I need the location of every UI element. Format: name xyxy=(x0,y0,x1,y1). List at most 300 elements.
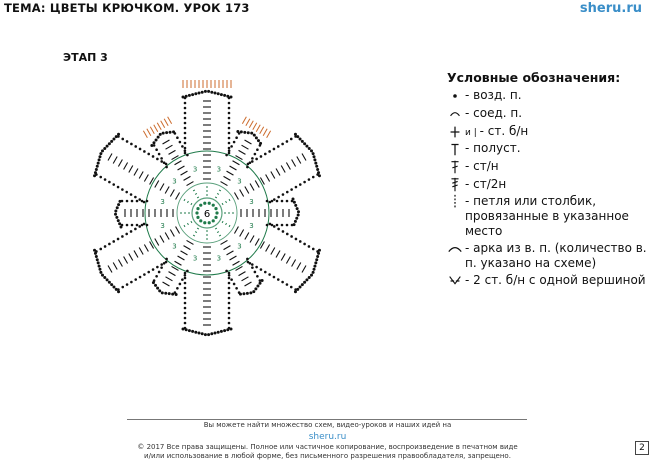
petal-side-dot xyxy=(184,287,187,290)
petal-chain-dot xyxy=(159,133,162,136)
stitch-mark xyxy=(286,163,290,170)
petal-side-dot xyxy=(121,235,124,238)
petal-side-dot xyxy=(276,224,279,227)
center-chain-dot xyxy=(203,202,206,205)
petal-side-dot xyxy=(254,153,257,156)
accent-stitch xyxy=(164,119,168,126)
stitch-mark xyxy=(163,282,170,286)
petal-side-dot xyxy=(228,117,231,120)
stitch-mark xyxy=(224,246,231,250)
petal-side-dot xyxy=(125,233,128,236)
petal-side-dot xyxy=(228,297,231,300)
petal-side-dot xyxy=(112,183,115,186)
petal-side-dot xyxy=(277,196,280,199)
petal-side-dot xyxy=(131,200,134,203)
petal-side-dot xyxy=(184,132,187,135)
stitch-mark xyxy=(297,263,301,270)
petal-chain-dot xyxy=(106,145,109,148)
stitch-mark xyxy=(221,182,228,186)
center-chain-dot xyxy=(196,207,199,210)
inner-stitch xyxy=(195,193,197,194)
legend-item xyxy=(447,124,647,139)
petal-side-dot xyxy=(228,152,231,155)
stitch-mark xyxy=(108,266,112,273)
stitch-mark xyxy=(227,251,234,255)
inner-stitch xyxy=(187,223,188,225)
petal-chain-dot xyxy=(313,155,316,158)
petal-side-dot xyxy=(286,233,289,236)
stitch-mark xyxy=(169,272,176,276)
inner-stitch xyxy=(219,235,221,236)
stitch-mark xyxy=(245,282,252,286)
petal-chain-dot xyxy=(299,286,302,289)
stitch-mark xyxy=(233,161,240,165)
petal-side-dot xyxy=(121,138,124,141)
petal-side-dot xyxy=(260,155,263,158)
petal-side-dot xyxy=(117,186,120,189)
petal-side-dot xyxy=(260,268,263,271)
petal-chain-dot xyxy=(112,286,115,289)
petal-chain-dot xyxy=(204,333,207,336)
lesson-title: ТЕМА: ЦВЕТЫ КРЮЧКОМ. УРОК 173 xyxy=(4,1,250,15)
petal-side-dot xyxy=(136,200,139,203)
petal-chain-dot xyxy=(242,292,245,295)
stitch-mark xyxy=(281,166,285,173)
petal-chain-dot xyxy=(207,90,210,93)
petal-chain-dot xyxy=(101,149,104,152)
petal-chain-dot xyxy=(114,210,117,213)
petal-side-dot xyxy=(294,288,297,291)
inner-stitch xyxy=(226,223,227,225)
half-double-crochet-icon xyxy=(447,141,463,157)
petal-chain-dot xyxy=(169,131,172,134)
petal-chain-dot xyxy=(154,284,157,287)
petal-side-dot xyxy=(184,112,187,115)
stitch-mark xyxy=(230,166,237,170)
petal-chain-dot xyxy=(188,329,191,332)
petal-side-dot xyxy=(228,122,231,125)
center-chain-dot xyxy=(212,219,215,222)
petal-side-dot xyxy=(268,273,271,276)
stitch-mark xyxy=(250,184,254,191)
petal-side-dot xyxy=(228,307,231,310)
petal-chain-dot xyxy=(103,276,106,279)
stitch-mark xyxy=(242,145,249,149)
stitch-mark xyxy=(281,254,285,261)
petal-side-dot xyxy=(316,250,319,253)
petal-chain-dot xyxy=(95,255,98,258)
petal-side-dot xyxy=(303,243,306,246)
stitch-mark xyxy=(266,175,270,182)
stitch-mark xyxy=(250,236,254,243)
stitch-mark xyxy=(227,171,234,175)
petal-side-dot xyxy=(256,275,259,278)
petal-side-dot xyxy=(130,193,133,196)
inner-stitch xyxy=(197,228,199,229)
petal-chain-dot xyxy=(118,222,121,225)
legend-item xyxy=(447,194,647,238)
petal-side-dot xyxy=(184,97,187,100)
petal-side-dot xyxy=(179,283,182,286)
stitch-mark xyxy=(178,166,185,170)
petal-chain-dot xyxy=(99,152,102,155)
petal-chain-dot xyxy=(249,291,252,294)
stitch-mark xyxy=(134,251,138,258)
petal-side-dot xyxy=(249,262,252,265)
petal-chain-dot xyxy=(101,274,104,277)
stitch-mark xyxy=(163,140,170,144)
legend-item-label: - 2 ст. б/н с одной вершиной xyxy=(465,273,646,288)
stitch-mark xyxy=(286,257,290,264)
petal-chain-dot xyxy=(301,283,304,286)
petal-chain-dot xyxy=(296,207,299,210)
petal-chain-dot xyxy=(201,91,204,94)
petal-side-dot xyxy=(158,271,161,274)
stitch-mark xyxy=(297,157,301,164)
petal-side-dot xyxy=(174,291,177,294)
legend-item xyxy=(447,141,647,156)
accent-stitch xyxy=(150,127,154,134)
petal-chain-dot xyxy=(243,131,246,134)
petal-side-dot xyxy=(184,307,187,310)
inner-stitch xyxy=(217,193,219,194)
petal-chain-dot xyxy=(255,136,258,139)
chain-count-label: 3 xyxy=(249,198,254,207)
legend-title: Условные обозначения: xyxy=(447,70,621,85)
petal-chain-dot xyxy=(110,283,113,286)
petal-side-dot xyxy=(117,135,120,138)
petal-side-dot xyxy=(269,223,272,226)
petal-side-dot xyxy=(228,149,231,152)
inner-stitch xyxy=(184,199,185,201)
petal-side-dot xyxy=(286,140,289,143)
petal-side-dot xyxy=(186,270,189,273)
petal-side-dot xyxy=(264,271,267,274)
petal-side-dot xyxy=(290,286,293,289)
petal-side-dot xyxy=(184,102,187,105)
footer-divider xyxy=(127,419,527,420)
stitch-mark xyxy=(155,181,159,188)
stitch-mark xyxy=(234,193,238,200)
petal-chain-dot xyxy=(314,162,317,165)
petal-chain-dot xyxy=(220,330,223,333)
petal-side-dot xyxy=(228,327,231,330)
inner-stitch xyxy=(222,203,223,205)
petal-side-dot xyxy=(134,145,137,148)
petal-side-dot xyxy=(225,154,228,157)
petal-side-dot xyxy=(126,224,129,227)
petal-side-dot xyxy=(184,277,187,280)
chain-count-label: 3 xyxy=(192,254,198,263)
petal-side-dot xyxy=(104,245,107,248)
stitch-mark xyxy=(302,154,306,161)
stitch-mark xyxy=(176,193,180,200)
inner-stitch xyxy=(229,199,230,201)
legend-item-label: - возд. п. xyxy=(465,88,522,103)
petal-chain-dot xyxy=(313,158,316,161)
stitch-mark xyxy=(302,266,306,273)
chain-count-label: 3 xyxy=(237,177,242,186)
stitch-mark xyxy=(224,176,231,180)
petal-chain-dot xyxy=(114,213,117,216)
petal-side-dot xyxy=(228,272,231,275)
petal-side-dot xyxy=(273,148,276,151)
inner-stitch xyxy=(197,197,199,198)
petal-side-dot xyxy=(147,153,150,156)
petal-side-dot xyxy=(238,132,241,135)
petal-side-dot xyxy=(290,188,293,191)
petal-side-dot xyxy=(160,263,163,266)
petal-side-dot xyxy=(228,282,231,285)
petal-side-dot xyxy=(228,277,231,280)
petal-chain-dot xyxy=(117,203,120,206)
inner-stitch xyxy=(215,197,217,198)
legend-item-prefix: и | xyxy=(465,127,480,138)
accent-stitch xyxy=(154,125,158,132)
petal-side-dot xyxy=(184,147,187,150)
petal-chain-dot xyxy=(217,92,220,95)
center-chain-dot xyxy=(199,219,202,222)
petal-side-dot xyxy=(134,196,137,199)
petal-side-dot xyxy=(139,148,142,151)
accent-stitch xyxy=(249,121,253,128)
petal-side-dot xyxy=(230,145,233,148)
accent-stitch xyxy=(256,125,260,132)
petal-side-dot xyxy=(228,137,231,140)
petal-chain-dot xyxy=(210,332,213,335)
petal-chain-dot xyxy=(310,274,313,277)
legend-item xyxy=(447,106,647,121)
petal-side-dot xyxy=(228,107,231,110)
petal-side-dot xyxy=(281,281,284,284)
petal-side-dot xyxy=(121,188,124,191)
crochet-diagram xyxy=(25,60,385,390)
petal-side-dot xyxy=(184,322,187,325)
petal-side-dot xyxy=(228,97,231,100)
petal-chain-dot xyxy=(108,281,111,284)
petal-chain-dot xyxy=(96,165,99,168)
petal-side-dot xyxy=(228,317,231,320)
petal-side-dot xyxy=(233,283,236,286)
petal-side-dot xyxy=(184,149,187,152)
petal-chain-dot xyxy=(161,291,164,294)
petal-chain-dot xyxy=(201,332,204,335)
petal-side-dot xyxy=(121,286,124,289)
petal-chain-dot xyxy=(99,271,102,274)
petal-chain-dot xyxy=(98,268,101,271)
petal-chain-dot xyxy=(220,93,223,96)
legend-item xyxy=(447,88,647,103)
petal-side-dot xyxy=(147,271,150,274)
petal-chain-dot xyxy=(297,214,300,217)
stitch-mark xyxy=(166,145,173,149)
petal-chain-dot xyxy=(155,138,158,141)
inner-stitch xyxy=(195,232,197,233)
petal-chain-dot xyxy=(157,136,160,139)
stitch-mark xyxy=(108,154,112,161)
petal-chain-dot xyxy=(103,147,106,150)
petal-side-dot xyxy=(146,224,149,227)
petal-chain-dot xyxy=(252,290,255,293)
petal-side-dot xyxy=(233,141,236,144)
chain-count-label: 3 xyxy=(172,242,177,251)
stitch-mark xyxy=(187,182,194,186)
petal-chain-dot xyxy=(316,168,319,171)
legend-item-label: - петля или столбик, провязанные в указанное место xyxy=(465,194,629,238)
petal-chain-dot xyxy=(303,281,306,284)
petal-chain-dot xyxy=(96,258,99,261)
petal-chain-dot xyxy=(303,142,306,145)
petal-side-dot xyxy=(126,283,129,286)
treble-crochet-icon xyxy=(447,177,463,193)
stitch-mark xyxy=(169,150,176,154)
stitch-mark xyxy=(175,261,182,265)
center-chain-dot xyxy=(214,207,217,210)
petal-side-dot xyxy=(134,228,137,231)
petal-chain-dot xyxy=(315,258,318,261)
stitch-mark xyxy=(124,163,128,170)
stitch-mark xyxy=(165,233,169,240)
petal-chain-dot xyxy=(158,289,161,292)
petal-chain-dot xyxy=(312,152,315,155)
petal-side-dot xyxy=(158,153,161,156)
petal-chain-dot xyxy=(214,92,217,95)
petal-chain-dot xyxy=(191,330,194,333)
petal-chain-dot xyxy=(165,131,168,134)
petal-side-dot xyxy=(134,278,137,281)
petal-side-dot xyxy=(155,148,158,151)
petal-side-dot xyxy=(295,186,298,189)
petal-side-dot xyxy=(225,270,228,273)
inner-stitch xyxy=(219,190,221,191)
stitch-mark xyxy=(187,240,194,244)
stitch-mark xyxy=(245,187,249,194)
vertical-dashes-icon xyxy=(447,194,463,210)
petal-side-dot xyxy=(184,292,187,295)
petal-side-dot xyxy=(277,228,280,231)
petal-chain-dot xyxy=(250,132,253,135)
stitch-mark xyxy=(255,239,259,246)
inner-stitch xyxy=(229,225,230,227)
double-crochet-icon xyxy=(447,159,463,175)
petal-chain-dot xyxy=(191,93,194,96)
stitch-mark xyxy=(240,230,244,237)
petal-chain-dot xyxy=(156,287,159,290)
petal-side-dot xyxy=(184,312,187,315)
petal-side-dot xyxy=(121,224,124,227)
petal-chain-dot xyxy=(207,333,210,336)
petal-chain-dot xyxy=(223,329,226,332)
petal-chain-dot xyxy=(308,147,311,150)
petal-side-dot xyxy=(266,224,269,227)
petal-side-dot xyxy=(143,273,146,276)
stitch-mark xyxy=(239,150,246,154)
petal-side-dot xyxy=(184,327,187,330)
legend-list xyxy=(447,88,647,288)
petal-chain-dot xyxy=(152,141,155,144)
petal-side-dot xyxy=(290,235,293,238)
legend-item xyxy=(447,241,647,270)
petal-side-dot xyxy=(277,145,280,148)
petal-chain-dot xyxy=(246,292,249,295)
petal-side-dot xyxy=(184,142,187,145)
petal-chain-dot xyxy=(214,332,217,335)
petal-side-dot xyxy=(186,154,189,157)
petal-side-dot xyxy=(259,279,262,282)
stitch-mark xyxy=(181,171,188,175)
petal-side-dot xyxy=(251,263,254,266)
footer-link[interactable]: sheru.ru xyxy=(308,432,347,442)
petal-chain-dot xyxy=(98,158,101,161)
petal-chain-dot xyxy=(316,255,319,258)
petal-side-dot xyxy=(112,240,115,243)
petal-side-dot xyxy=(273,198,276,201)
petal-chain-dot xyxy=(204,90,207,93)
page-number: 2 xyxy=(635,441,649,455)
petal-side-dot xyxy=(228,147,231,150)
petal-side-dot xyxy=(184,137,187,140)
chain-count-label: 3 xyxy=(216,254,222,263)
petal-chain-dot xyxy=(299,137,302,140)
stitch-mark xyxy=(129,166,133,173)
chain-count-label: 3 xyxy=(237,242,242,251)
stitch-mark xyxy=(184,176,191,180)
inner-stitch xyxy=(217,232,219,233)
stitch-mark xyxy=(113,263,117,270)
petal-side-dot xyxy=(273,276,276,279)
petal-side-dot xyxy=(228,302,231,305)
chain-count-label: 3 xyxy=(160,221,165,230)
petal-chain-dot xyxy=(313,265,316,268)
petal-side-dot xyxy=(230,278,233,281)
petal-side-dot xyxy=(181,145,184,148)
petal-side-dot xyxy=(125,191,128,194)
stitch-mark xyxy=(118,260,122,267)
legend-item xyxy=(447,273,647,288)
chain-stitch-icon xyxy=(447,88,463,104)
petal-chain-dot xyxy=(194,92,197,95)
petal-side-dot xyxy=(156,266,159,269)
petal-chain-dot xyxy=(294,204,297,207)
petal-side-dot xyxy=(246,166,249,169)
petal-side-dot xyxy=(228,292,231,295)
stitch-mark xyxy=(245,140,252,144)
petal-side-dot xyxy=(286,191,289,194)
legend xyxy=(447,70,647,288)
accent-stitch xyxy=(168,117,172,124)
accent-stitch xyxy=(143,131,147,138)
petal-side-dot xyxy=(228,312,231,315)
inner-stitch xyxy=(187,201,188,203)
petal-side-dot xyxy=(255,266,258,269)
inner-stitch xyxy=(184,225,185,227)
petal-side-dot xyxy=(108,243,111,246)
footer-text: Вы можете найти множество схем, видео-уроков и наших идей на xyxy=(203,421,452,429)
stitch-mark xyxy=(233,261,240,265)
petal-side-dot xyxy=(271,200,274,203)
petal-side-dot xyxy=(228,142,231,145)
stitch-mark xyxy=(144,245,148,252)
petal-chain-dot xyxy=(97,261,100,264)
stitch-mark xyxy=(271,172,275,179)
stitch-mark xyxy=(176,227,180,234)
legend-item-label: - арка из в. п. (количество в. п. указано на схеме) xyxy=(465,241,647,270)
petal-chain-dot xyxy=(257,139,260,142)
petal-chain-dot xyxy=(217,331,220,334)
petal-side-dot xyxy=(108,181,111,184)
inner-stitch xyxy=(226,201,227,203)
site-logo[interactable]: sheru.ru xyxy=(579,1,642,16)
